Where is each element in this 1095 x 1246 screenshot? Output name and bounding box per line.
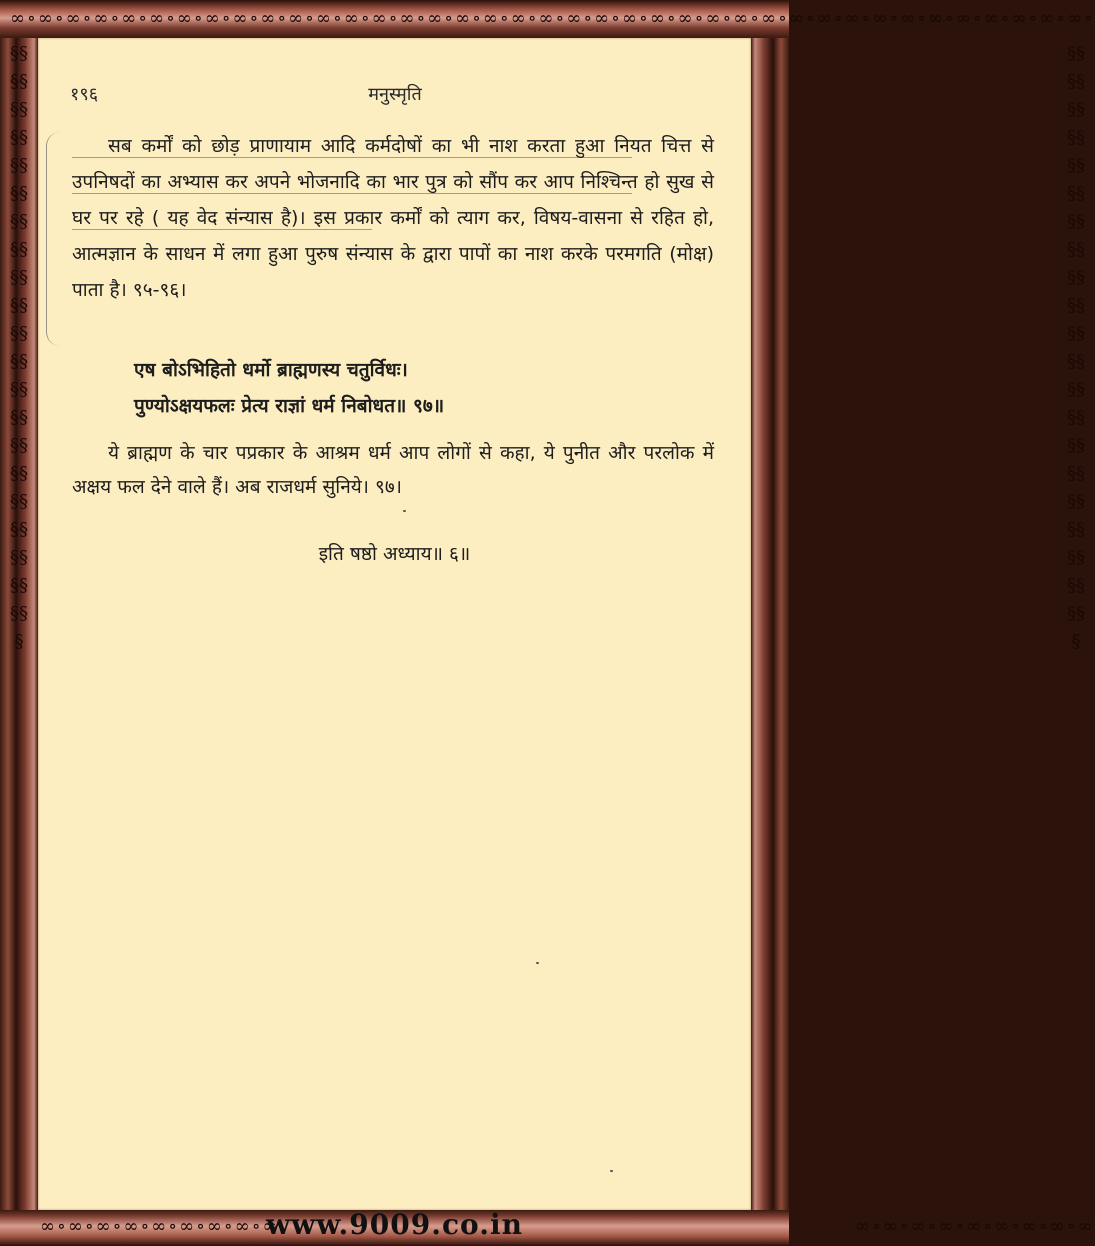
paper-speck <box>610 1170 613 1172</box>
bottom-right-ornament: ∞∘∞∘∞∘∞∘∞∘∞∘∞∘∞∘∞ <box>855 1216 1095 1237</box>
commentary-paragraph-2: ये ब्राह्मण के चार पप्रकार के आश्रम धर्म आप लोगों से कहा, ये पुनीत और परलोक में अक्षय फल देने वाले हैं। अब राजधर्म सुनिये। ९७। <box>72 442 714 498</box>
left-ornament: §§§§§§§§§§§§§§§§§§§§§§§§§§§§§§§§§§§§§§§§§§§ <box>10 43 28 652</box>
handwritten-bracket-mark <box>46 132 69 346</box>
bottom-left-ornament: ∞∘∞∘∞∘∞∘∞∘∞∘∞∘∞∘∞ <box>40 1216 280 1237</box>
book-page <box>38 38 751 1210</box>
running-title: मनुस्मृति <box>368 84 422 105</box>
top-ornament: ∞∘∞∘∞∘∞∘∞∘∞∘∞∘∞∘∞∘∞∘∞∘∞∘∞∘∞∘∞∘∞∘∞∘∞∘∞∘∞∘∞∘∞∘∞∘∞∘∞∘∞∘∞∘∞∘∞∘∞∘∞∘∞∘∞∘∞∘∞∘∞∘∞∘∞∘∞∘ <box>10 8 1095 29</box>
page-header <box>70 82 720 112</box>
paper-speck <box>536 962 539 964</box>
chapter-end-colophon: इति षष्ठो अध्याय॥ ६॥ <box>318 543 471 565</box>
website-watermark: www.9009.co.in <box>266 1208 523 1241</box>
verse-line-2: पुण्योऽक्षयफलः प्रेत्य राज्ञां धर्म निबोधत॥ ९७॥ <box>134 395 445 417</box>
right-ornament: §§§§§§§§§§§§§§§§§§§§§§§§§§§§§§§§§§§§§§§§§§§ <box>1067 43 1085 652</box>
commentary-paragraph-1: सब कर्मों को छोड़ प्राणायाम आदि कर्मदोषों का भी नाश करता हुआ नियत चित्त से उपनिषदों का अभ्यास कर अपने भोजनादि का भार पुत्र को सौंप कर आप निश्चिन्त हो सुख से घर पर रहे ( यह वेद संन्यास है)। इस प्रकार कर्मों को त्याग कर, विषय-वासना से रहित हो, आत्मज्ञान के साधन में लगा हुआ पुरुष संन्यास के द्वारा पापों का नाश करके परमगति (मोक्ष) पाता है। ९५-९६। <box>72 135 714 301</box>
page-number: १९६ <box>70 84 99 105</box>
paper-speck <box>403 510 406 512</box>
verse-line-1: एष बोऽभिहितो धर्मो ब्राह्मणस्य चतुर्विधः। <box>134 359 408 381</box>
